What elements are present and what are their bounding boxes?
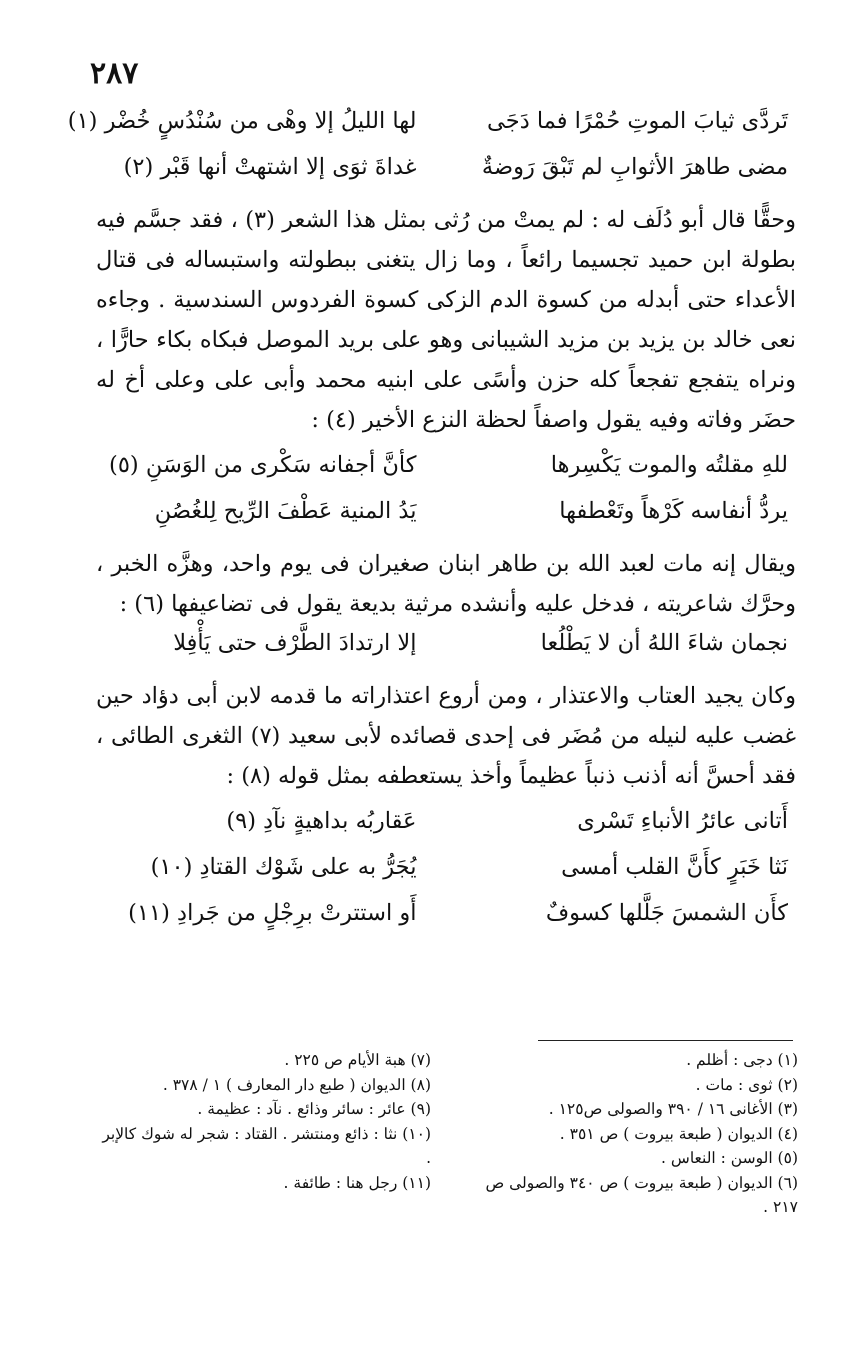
verse-hemistich: تَردَّى ثيابَ الموتِ حُمْرًا فما دَجَى (487, 108, 788, 134)
verse-hemistich: كأنَّ أجفانه سَكْرى من الوَسَنِ (٥) (109, 452, 417, 478)
footnote: (١١) رجل هنا : طائفة . (283, 1173, 431, 1192)
footnote: (٥) الوسن : النعاس . (661, 1149, 798, 1167)
verse-hemistich: يُجَرُّ به على شَوْك القتادِ (١٠) (150, 854, 417, 880)
footnote: (٣) الأغانى ١٦ / ٣٩٠ والصولى ص١٢٥ . (548, 1100, 798, 1118)
paragraph: وكان يجيد العتاب والاعتذار ، ومن أروع اعتذاراته ما قدمه لابن أبى دؤاد حين غضب عليه لنيله من مُضَر فى إحدى قصائده لأبى سعيد (٧) الثغرى الطائى ، فقد أحسَّ أنه أذنب ذنباً عظيماً وأخذ يستعطفه بمثل قوله (٨) : (96, 683, 796, 789)
verse-line (96, 808, 796, 854)
main-text (67, 108, 796, 946)
verse-hemistich: يَدُ المنية عَطْفَ الرِّيح لِلغُصُنِ (154, 498, 417, 524)
footnote: (٢) ثوى : مات . (695, 1075, 798, 1094)
page-number: ٢٨٧ (90, 56, 139, 91)
footnote-separator (538, 1040, 793, 1041)
footnote: (١٠) نثا : ذائع ومنتشر . القتاد : شجر له شوك كالإبر . (102, 1124, 431, 1167)
verse-hemistich: يردُّ أنفاسه كَرْهاً وتَعْطفها (559, 498, 788, 524)
verse-line (96, 154, 796, 200)
verse-hemistich: مضى طاهرَ الأثوابِ لم تَبْقَ رَوضةٌ (481, 154, 788, 180)
verse-hemistich: عَقاربُه بداهيةٍ نآدِ (٩) (226, 808, 417, 834)
verse-hemistich: إلا ارتدادَ الطَّرْف حتى يَأْفِلا (173, 630, 417, 656)
verse-line (96, 452, 796, 498)
verse-group-3 (96, 630, 796, 676)
footnote: (٦) الديوان ( طبعة بيروت ) ص ٣٤٠ والصولى ص ٢١٧ . (485, 1173, 798, 1216)
verse-hemistich: نَثا خَبَرٍ كأَنَّ القلب أمسى (561, 854, 788, 880)
paragraph: وحقًّا قال أبو دُلَف له : لم يمتْ من رُثى بمثل هذا الشعر (٣) ، فقد جسَّم فيه بطولة ابن حميد تجسيما رائعاً ، وما زال يتغنى ببطولته واستبساله فى قتال الأعداء حتى أبدله من كسوة الدم الزكى كسوة الفردوس السندسية . وجاءه نعى خالد بن يزيد بن مزيد الشيبانى وهو على بريد الموصل فبكاه بكاء حارًّا ، ونراه يتفجع تفجعاً كله حزن وأسًى على ابنيه محمد وأبى على وعلى أخ له حضَر وفاته وفيه يقول واصفاً لحظة النزع الأخير (٤) : (96, 207, 796, 433)
footnote: (١) دجى : أظلم . (686, 1051, 798, 1069)
footnote: (٨) الديوان ( طبع دار المعارف ) ١ / ٣٧٨ . (162, 1075, 431, 1094)
verse-hemistich: أَتانى عائرُ الأنباءِ تَسْرى (577, 808, 788, 834)
verse-group-4 (96, 808, 796, 946)
verse-line (96, 854, 796, 900)
footnotes-right-column (462, 1048, 798, 1220)
verse-hemistich: أَو استترتْ برِجْلٍ من جَرادِ (١١) (128, 900, 417, 926)
verse-group-1 (67, 108, 796, 200)
footnote: (٧) هبة الأيام ص ٢٢٥ . (284, 1051, 431, 1069)
verse-line (96, 900, 796, 946)
footnote: (٩) عائر : سائر وذائع . نآد : عظيمة . (197, 1100, 431, 1118)
verse-hemistich: للهِ مقلتُه والموت يَكْسِرها (550, 452, 788, 478)
verse-group-2 (96, 452, 796, 544)
verse-hemistich: نجمان شاءَ اللهُ أن لا يَطْلُعا (540, 630, 788, 656)
footnotes-left-column (96, 1048, 431, 1195)
verse-line (96, 630, 796, 676)
footnote: (٤) الديوان ( طبعة بيروت ) ص ٣٥١ . (559, 1124, 798, 1143)
verse-line (67, 108, 796, 154)
paragraph: ويقال إنه مات لعبد الله بن طاهر ابنان صغيران فى يوم واحد، وهزَّه الخبر ، وحرَّك شاعريته ، فدخل عليه وأنشده مرثية بديعة يقول فى تضاعيفها (٦) : (96, 551, 796, 617)
verse-hemistich: لها الليلُ إلا وهْى من سُنْدُسٍ خُضْر (١) (67, 108, 417, 134)
verse-line (96, 498, 796, 544)
verse-hemistich: غداةَ ثوَى إلا اشتهتْ أنها قَبْر (٢) (123, 154, 417, 180)
verse-hemistich: كأَن الشمسَ جَلَّلها كسوفٌ (545, 900, 788, 926)
